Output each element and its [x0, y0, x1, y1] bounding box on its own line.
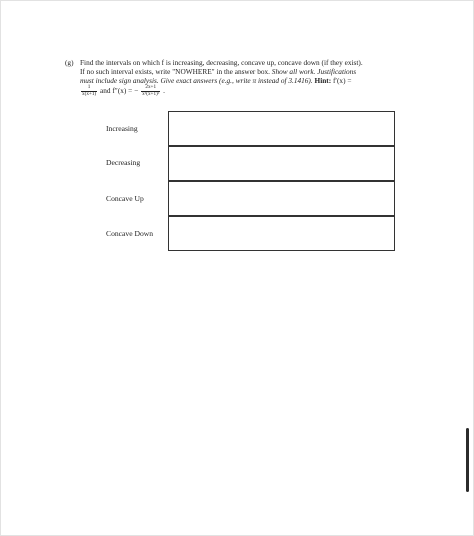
first-derivative-denominator: x(x+1)	[82, 90, 97, 97]
concave-down-answer-box[interactable]	[168, 216, 395, 251]
increasing-answer-box[interactable]	[168, 111, 395, 146]
increasing-label: Increasing	[106, 124, 138, 133]
concave-down-label: Concave Down	[106, 229, 154, 238]
problem-line-2	[80, 67, 356, 76]
scrollbar-thumb[interactable]	[466, 428, 469, 492]
problem-line-3	[80, 76, 351, 85]
concave-up-label: Concave Up	[106, 194, 144, 203]
period: .	[163, 85, 165, 95]
problem-text-3b: Give exact answers (e.g., write π instead of 3.1416).	[160, 76, 313, 85]
problem-number: (g)	[65, 58, 74, 67]
problem-line-4	[80, 85, 165, 97]
hint-label: Hint:	[314, 76, 332, 85]
problem-text-1: Find the intervals on which f is increasing, decreasing, concave up, concave down (if they exist).	[80, 58, 363, 67]
second-derivative-fraction	[141, 85, 160, 97]
second-derivative-lhs: f″(x) = −	[112, 85, 139, 95]
decreasing-answer-box[interactable]	[168, 146, 395, 181]
problem-text-2c: Justifications	[317, 67, 357, 76]
problem-text-2b: Show all work.	[271, 67, 316, 76]
problem-text-3a: must include sign analysis.	[80, 76, 159, 85]
second-derivative-numerator: 2x+1	[141, 85, 160, 92]
first-derivative-fraction	[81, 85, 97, 97]
problem-line-1	[80, 58, 363, 67]
decreasing-label: Decreasing	[106, 158, 141, 167]
first-derivative-numerator: 1	[81, 85, 97, 92]
concave-up-answer-box[interactable]	[168, 181, 395, 216]
second-derivative-denominator: x²(x+1)²	[142, 90, 160, 97]
first-derivative-lhs: f′(x) =	[332, 76, 352, 85]
problem-text-2a: If no such interval exists, write "NOWHERE" in the answer box.	[80, 67, 270, 76]
and-text: and	[100, 85, 111, 95]
